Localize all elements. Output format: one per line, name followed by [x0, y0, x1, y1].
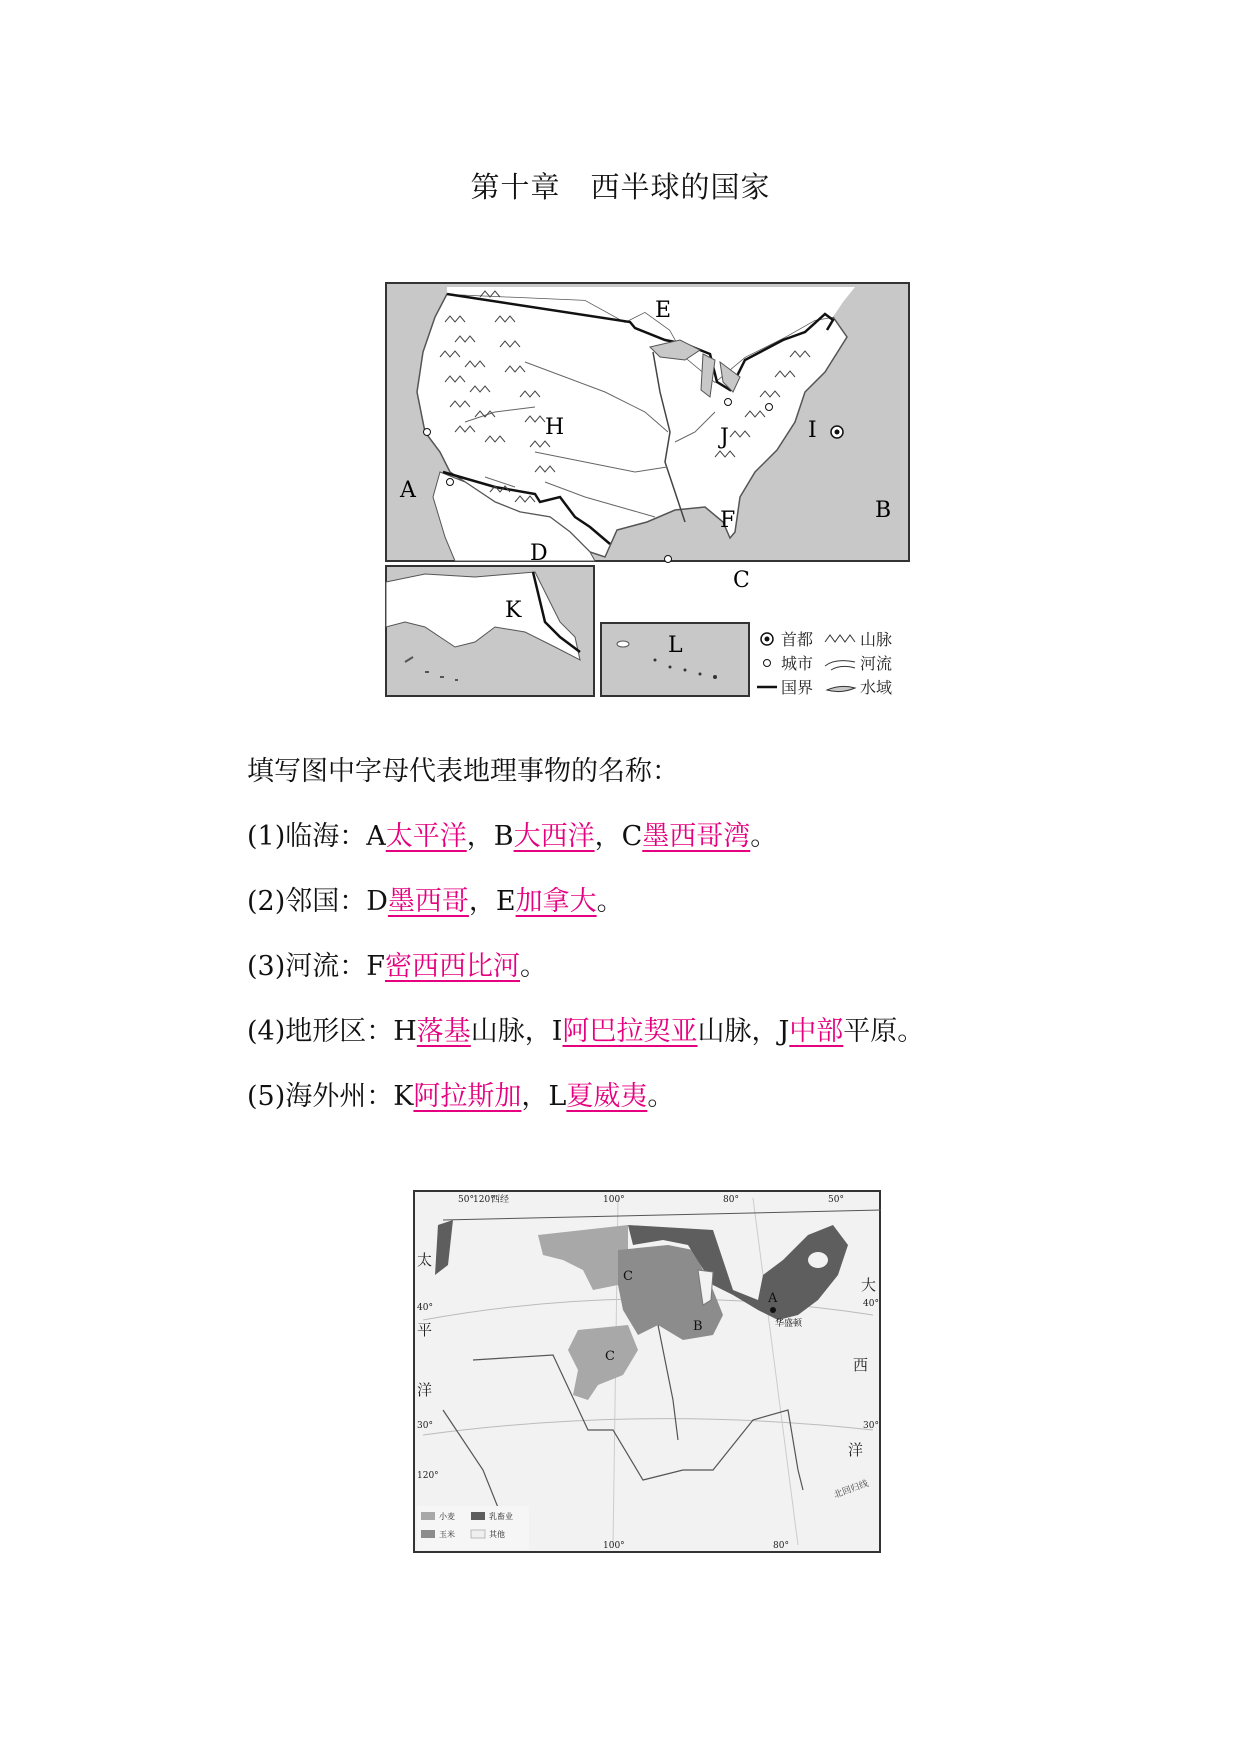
label-B: B	[875, 498, 892, 523]
usa-agriculture-map	[413, 1190, 881, 1553]
region-label-B: B	[693, 1319, 703, 1334]
legend-dairy: 乳畜业	[489, 1512, 513, 1521]
legend-river: 河流	[860, 654, 893, 673]
answer-I: 阿巴拉契亚	[562, 1016, 698, 1047]
question-3: (3)河流：F密西西比河。	[247, 951, 547, 982]
answer-H: 落基	[416, 1016, 471, 1047]
region-label-C1: C	[623, 1269, 633, 1284]
atlantic-char-1: 大	[861, 1276, 877, 1294]
label-A: A	[400, 478, 416, 503]
region-label-A: A	[768, 1291, 778, 1306]
answer-B: 大西洋	[513, 821, 595, 852]
question-block	[247, 752, 1147, 1142]
legend-city: 城市	[781, 654, 814, 673]
tropic-label: 北回归线	[832, 1479, 870, 1501]
pacific-char-3: 洋	[417, 1381, 433, 1399]
svg-text:40°: 40°	[863, 1299, 879, 1309]
legend-other: 其他	[489, 1530, 505, 1539]
svg-text:30°: 30°	[863, 1421, 879, 1431]
region-label-C2: C	[605, 1349, 615, 1364]
page-title: 第十章 西半球的国家	[470, 170, 771, 204]
legend-mountain: 山脉	[860, 630, 893, 649]
question-5: (5)海外州：K阿拉斯加，L夏威夷。	[247, 1081, 675, 1112]
answer-F: 密西西比河	[384, 951, 520, 982]
usa-physical-map	[385, 282, 910, 697]
label-E: E	[655, 298, 672, 323]
answer-K: 阿拉斯加	[413, 1081, 522, 1112]
svg-text:50°: 50°	[458, 1195, 474, 1205]
atlantic-char-2: 西	[853, 1356, 869, 1374]
label-K: K	[505, 598, 522, 623]
legend-water: 水域	[860, 678, 893, 697]
label-H: H	[545, 415, 565, 440]
svg-text:120°: 120°	[473, 1195, 495, 1205]
legend-border: 国界	[781, 678, 814, 697]
label-C: C	[733, 568, 750, 593]
pacific-char-1: 太	[417, 1251, 433, 1269]
svg-text:80°: 80°	[723, 1195, 739, 1205]
question-2: (2)邻国：D墨西哥，E加拿大。	[247, 886, 624, 917]
svg-text:100°: 100°	[603, 1541, 625, 1551]
answer-E: 加拿大	[515, 886, 597, 917]
svg-text:100°: 100°	[603, 1195, 625, 1205]
svg-text:120°: 120°	[417, 1471, 439, 1481]
answer-J: 中部	[789, 1016, 844, 1047]
svg-text:80°: 80°	[773, 1541, 789, 1551]
legend-capital: 首都	[781, 630, 814, 649]
question-4: (4)地形区：H落基山脉，I阿巴拉契亚山脉，J中部平原。	[247, 1016, 925, 1047]
city-washington: 华盛顿	[775, 1319, 803, 1329]
label-J: J	[720, 425, 729, 450]
svg-text:40°: 40°	[417, 1303, 433, 1313]
answer-C: 墨西哥湾	[642, 821, 751, 852]
question-1: (1)临海：A太平洋，B大西洋，C墨西哥湾。	[247, 821, 778, 852]
svg-text:50°: 50°	[828, 1195, 844, 1205]
label-L: L	[668, 633, 683, 658]
label-F: F	[720, 508, 736, 533]
label-I: I	[808, 418, 817, 443]
answer-A: 太平洋	[385, 821, 467, 852]
pacific-char-2: 平	[417, 1321, 433, 1339]
prompt-line: 填写图中字母代表地理事物的名称：	[247, 756, 679, 787]
answer-L: 夏威夷	[566, 1081, 648, 1112]
svg-text:西经: 西经	[491, 1195, 510, 1205]
label-D: D	[530, 541, 548, 566]
atlantic-char-3: 洋	[848, 1441, 864, 1459]
legend-wheat: 小麦	[439, 1512, 455, 1521]
answer-D: 墨西哥	[387, 886, 469, 917]
legend-corn: 玉米	[439, 1530, 455, 1539]
svg-text:30°: 30°	[417, 1421, 433, 1431]
